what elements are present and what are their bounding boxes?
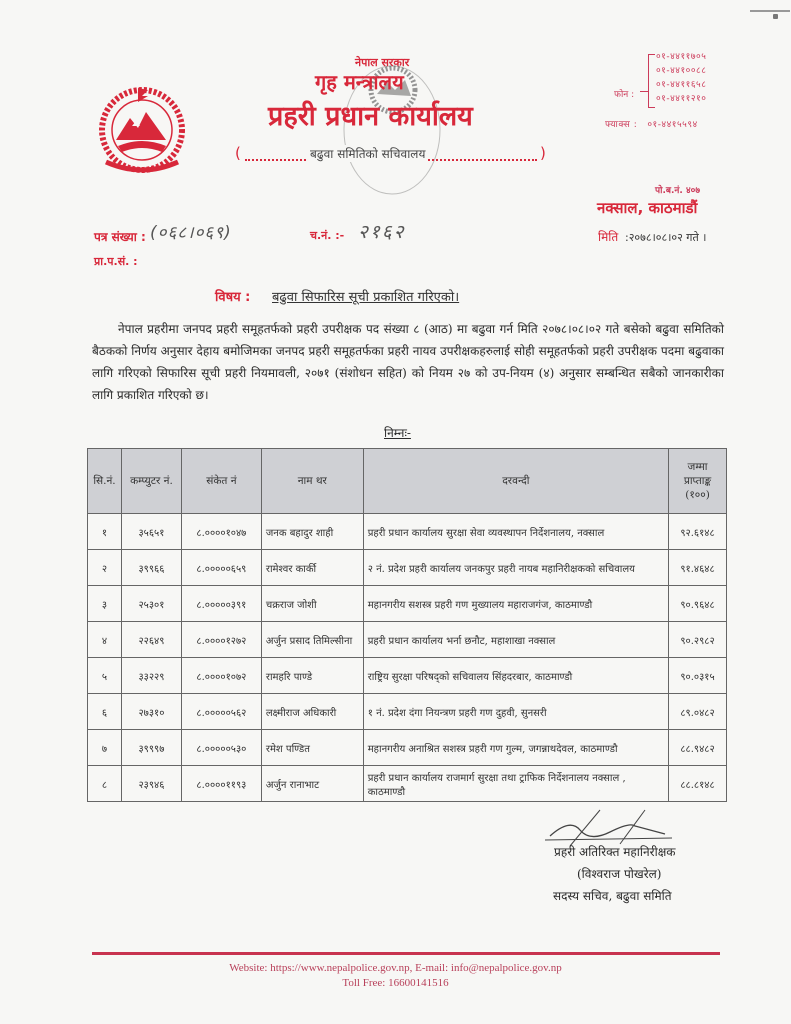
col-header-sn: सि.नं. [88,449,122,514]
cell-name: अर्जुन रानाभाट [261,766,363,802]
cell-score: ८८.९४८२ [669,730,727,766]
cell-computer-no: २५३०१ [121,586,181,622]
cell-name: जनक बहादुर शाही [261,514,363,550]
cell-sn: ८ [88,766,122,802]
cell-name: रामहरि पाण्डे [261,658,363,694]
table-header-row [88,449,727,514]
footer-divider [92,952,720,955]
sub-office-name: बढुवा समितिको सचिवालय [310,147,426,161]
cell-score: ९१.४६४८ [669,550,727,586]
fax-number: ०१-४४१५५९४ [647,120,698,130]
cell-computer-no: ३५६५१ [121,514,181,550]
cell-sn: ७ [88,730,122,766]
cell-computer-no: ३९९९७ [121,730,181,766]
paren-close: ) [540,144,546,162]
col-header-name: नाम थर [261,449,363,514]
signatory-name: (विश्वराज पोखरेल) [577,867,662,881]
signature-mark [540,808,680,848]
table-row [88,550,727,586]
phone-list [656,50,706,106]
cell-score: ९२.६१४८ [669,514,727,550]
list-heading: निम्नः- [384,426,411,440]
date-label: मिति [598,230,619,244]
date-value: :२०७८।०८।०२ गते । [625,231,707,244]
table-row [88,622,727,658]
recommendation-table [87,448,727,802]
cell-sn: ५ [88,658,122,694]
nepal-emblem-icon [88,82,196,174]
letter-number-value: (०६८।०६९) [150,223,232,243]
fax-line [605,117,698,130]
cell-computer-no: २३९४६ [121,766,181,802]
scan-dot [773,14,778,19]
subject-text: बढुवा सिफारिस सूची प्रकाशित गरिएको। [272,290,460,305]
signatory-title: प्रहरी अतिरिक्त महानिरीक्षक [554,845,676,859]
cell-code-no: ८.०००००६५९ [181,550,261,586]
cell-post: प्रहरी प्रधान कार्यालय राजमार्ग सुरक्षा तथा ट्राफिक निर्देशनालय नक्साल , काठमाण्डौ [363,766,668,802]
cell-code-no: ८.०००००५६२ [181,694,261,730]
office-name: प्रहरी प्रधान कार्यालय [268,101,473,132]
phone-bracket [648,54,655,108]
cell-post: १ नं. प्रदेश दंगा नियन्त्रण प्रहरी गण दुहवी, सुनसरी [363,694,668,730]
table-row [88,658,727,694]
col-header-computer-no: कम्प्युटर नं. [121,449,181,514]
cell-sn: २ [88,550,122,586]
cell-code-no: ८.००००११९३ [181,766,261,802]
cell-score: ८८.८१४८ [669,766,727,802]
col-header-code-no: संकेत नं [181,449,261,514]
cell-sn: ४ [88,622,122,658]
col-header-score: जम्मा प्राप्ताङ्क (१००) [669,449,727,514]
scan-edge-mark [750,10,790,12]
cell-sn: ६ [88,694,122,730]
cell-name: अर्जुन प्रसाद तिमिल्सीना [261,622,363,658]
cell-name: रमेश पण्डित [261,730,363,766]
cell-name: चक्रराज जोशी [261,586,363,622]
subject-label: विषय : [215,290,251,305]
cell-post: २ नं. प्रदेश प्रहरी कार्यालय जनकपुर प्रहरी नायब महानिरीक्षकको सचिवालय [363,550,668,586]
government-name: नेपाल सरकार [355,56,410,69]
cell-sn: ३ [88,586,122,622]
po-box: पो.ब.नं. ४०७ [655,186,701,196]
cell-score: ८९.०४८२ [669,694,727,730]
col-header-post: दरवन्दी [363,449,668,514]
cell-name: लक्ष्मीराज अधिकारी [261,694,363,730]
cell-computer-no: ३३२२९ [121,658,181,694]
footer-toll-free: Toll Free: 16600141516 [342,977,449,989]
cell-computer-no: २७३१० [121,694,181,730]
cell-code-no: ८.००००१०७२ [181,658,261,694]
cell-code-no: ८.०००००५३० [181,730,261,766]
cell-sn: १ [88,514,122,550]
table-row [88,514,727,550]
cell-score: ९०.९६४८ [669,586,727,622]
cell-code-no: ८.०००००३९१ [181,586,261,622]
cell-computer-no: २२६४९ [121,622,181,658]
dispatch-number-label: च.नं. :- [310,229,345,242]
dispatch-number-value: २१६२ [358,221,406,243]
footer-contact: Website: https://www.nepalpolice.gov.np, E-mail: info@nepalpolice.gov.np [229,962,562,974]
table-row [88,694,727,730]
letter-number-label: पत्र संख्या : [94,230,146,244]
table-row [88,766,727,802]
cell-name: रामेश्वर कार्की [261,550,363,586]
cell-score: ९०.२९८२ [669,622,727,658]
pps-label: प्रा.प.सं. : [94,255,138,268]
cell-score: ९०.०३१५ [669,658,727,694]
cell-post: महानगरीय अनाश्रित सशस्त्र प्रहरी गण गुल्म, जगन्नाथदेवल, काठमाण्डौ [363,730,668,766]
cell-computer-no: ३९९६६ [121,550,181,586]
signatory-role: सदस्य सचिव, बढुवा समिति [553,889,672,903]
cell-post: प्रहरी प्रधान कार्यालय सुरक्षा सेवा व्यवस्थापन निर्देशनालय, नक्साल [363,514,668,550]
office-location: नक्साल, काठमाडौं [597,199,698,217]
phone-number: ०१-४४११६५८ [656,80,707,90]
phone-number: ०१-४४१००८८ [656,66,707,76]
fax-label: फ्याक्स : [605,120,638,130]
cell-code-no: ८.००००१२७२ [181,622,261,658]
phone-connector [640,91,648,92]
table-row [88,730,727,766]
paren-open: ( [235,144,241,162]
cell-post: राष्ट्रिय सुरक्षा परिषद्को सचिवालय सिंहदरबार, काठमाण्डौ [363,658,668,694]
cell-code-no: ८.००००१०४७ [181,514,261,550]
ministry-name: गृह मन्त्रालय [315,70,404,94]
cell-post: प्रहरी प्रधान कार्यालय भर्ना छनौट, महाशाखा नक्साल [363,622,668,658]
table-row [88,586,727,622]
phone-number: ०१-४४११७०५ [656,52,707,62]
phone-label: फोन : [614,90,635,100]
phone-number: ०१-४४११२१० [656,94,707,104]
cell-post: महानगरीय सशस्त्र प्रहरी गण मुख्यालय महाराजगंज, काठमाण्डौ [363,586,668,622]
body-paragraph: नेपाल प्रहरीमा जनपद प्रहरी समूहतर्फको प्रहरी उपरीक्षक पद संख्या ८ (आठ) मा बढुवा गर्न मिति २०७८।०८।०२ गते बसेको बढुवा समितिको बैठकको निर्णय अनुसार देहाय बमोजिमका जनपद प्रहरी समूहतर्फका प्रहरी नायव उपरीक्षकहरुलाई सोही समूहतर्फको प्रहरी उपरीक्षक पदमा बढुवाका लागि गरिएको सिफारिस सूची प्रहरी नियमावली, २०७१ (संशोधन सहित) को नियम २७ को उप-नियम (४) अनुसार सम्बन्धित सबैको जानकारीका लागि प्रकाशित गरिएको छ। [92,322,724,402]
